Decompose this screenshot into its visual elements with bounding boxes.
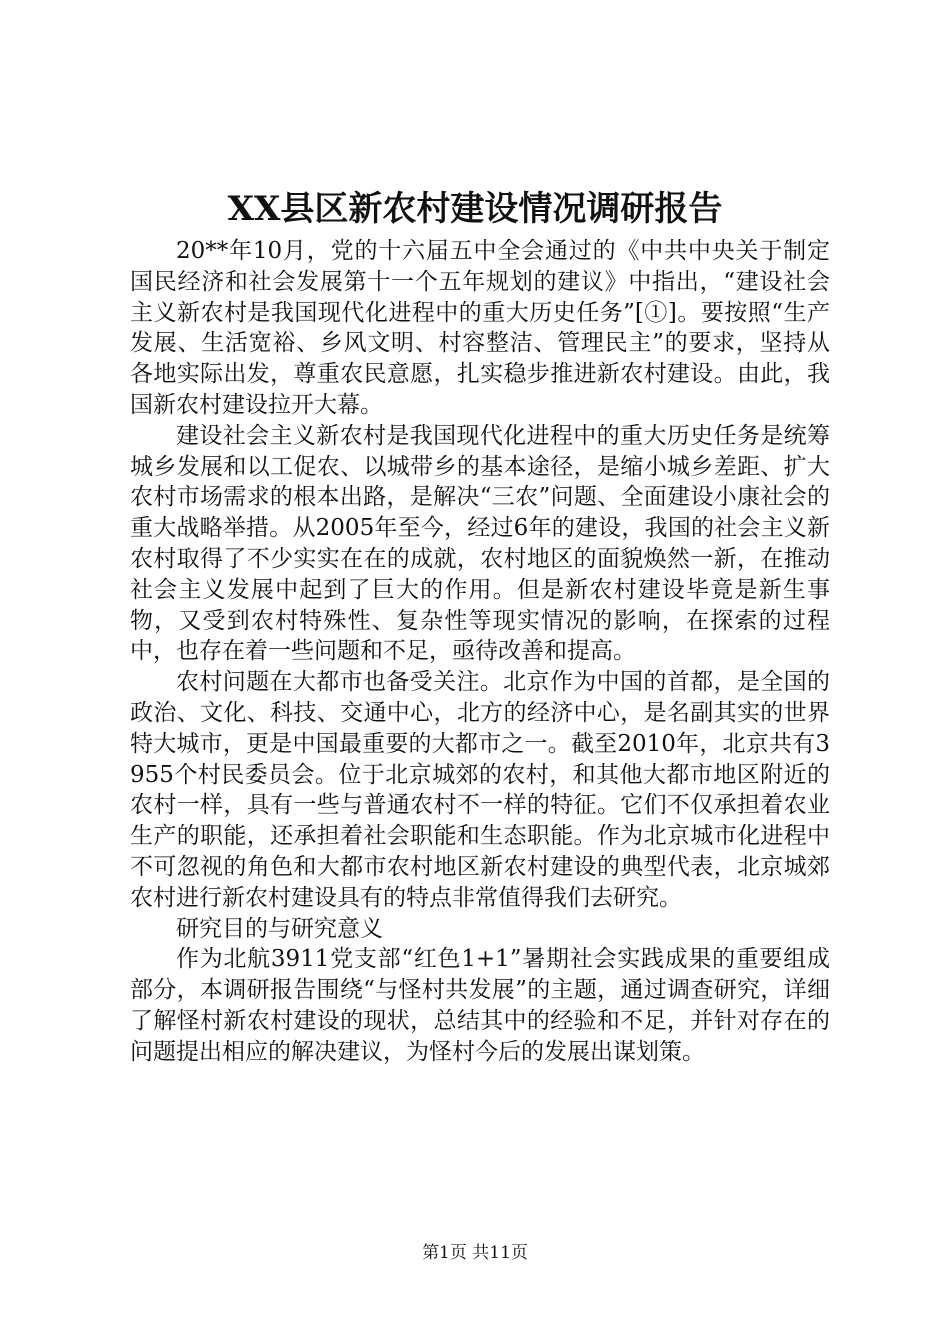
document-body <box>130 236 830 1068</box>
section-heading: 研究目的与研究意义 <box>176 915 383 942</box>
page-footer: 第1页 共11页 <box>422 1243 528 1263</box>
paragraph-purpose: 作为北航3911党支部“红色1+1”暑期社会实践成果的重要组成部分，本调研报告围绕“与怪村共发展”的主题，通过调查研究，详细了解怪村新农村建设的现状，总结其中的经验和不足，并针对存在的问题提出相应的解决建议，为怪村今后的发展出谋划策。 <box>130 946 830 1065</box>
paragraph-intro: 20**年10月，党的十六届五中全会通过的《中共中央关于制定国民经济和社会发展第十一个五年规划的建议》中指出，“建设社会主义新农村是我国现代化进程中的重大历史任务”[①]。要按照“生产发展、生活宽裕、乡风文明、村容整洁、管理民主”的要求，坚持从各地实际出发，尊重农民意愿，扎实稳步推进新农村建设。由此，我国新农村建设拉开大幕。 <box>130 238 830 418</box>
paragraph-beijing: 农村问题在大都市也备受关注。北京作为中国的首都，是全国的政治、文化、科技、交通中心，北方的经济中心，是名副其实的世界特大城市，更是中国最重要的大都市之一。截至2010年，北京共有3955个村民委员会。位于北京城郊的农村，和其他大都市地区附近的农村一样，具有一些与普通农村不一样的特征。它们不仅承担着农业生产的职能，还承担着社会职能和生态职能。作为北京城市化进程中不可忽视的角色和大都市农村地区新农村建设的典型代表，北京城郊农村进行新农村建设具有的特点非常值得我们去研究。 <box>130 669 830 911</box>
paragraph-significance: 建设社会主义新农村是我国现代化进程中的重大历史任务是统筹城乡发展和以工促农、以城带乡的基本途径，是缩小城乡差距、扩大农村市场需求的根本出路，是解决“三农”问题、全面建设小康社会的重大战略举措。从2005年至今，经过6年的建设，我国的社会主义新农村取得了不少实实在在的成就，农村地区的面貌焕然一新，在推动社会主义发展中起到了巨大的作用。但是新农村建设毕竟是新生事物，又受到农村特殊性、复杂性等现实情况的影响，在探索的过程中，也存在着一些问题和不足，亟待改善和提高。 <box>130 422 830 665</box>
document-title: XX县区新农村建设情况调研报告 <box>227 189 723 229</box>
